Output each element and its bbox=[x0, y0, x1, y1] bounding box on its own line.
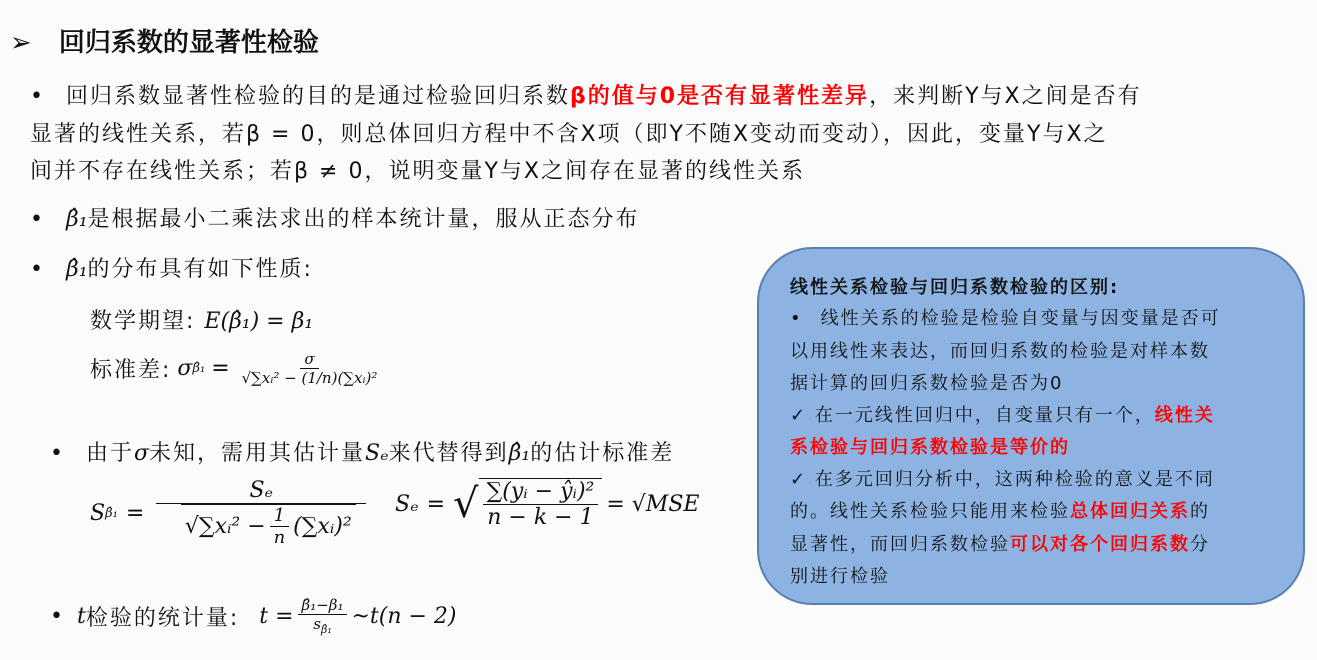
bullet-icon: • bbox=[50, 441, 65, 466]
callout-text: 以用线性来表达，而回归系数的检验是对样本数 bbox=[790, 341, 1210, 362]
paragraph-1-line-1: • 回归系数显著性检验的目的是通过检验回归系数β的值与0是否有显著性差异，来判断Y与X之间是否有 bbox=[30, 84, 1142, 109]
callout-text: 系检验与回归系数检验是等价的 bbox=[790, 437, 1070, 458]
arrow-marker-icon: ➢ bbox=[10, 28, 32, 58]
callout-text: 据计算的回归系数检验是否为0 bbox=[790, 373, 1064, 394]
slide-title: ➢ 回归系数的显著性检验 bbox=[10, 28, 319, 58]
bullet-icon: • bbox=[30, 207, 45, 232]
callout-heading: 线性关系检验与回归系数检验的区别: bbox=[790, 277, 1120, 298]
paragraph-5: • t 检验的统计量: t = $\frac{\text{β̂₁−β₁}}{s_{\betâ_1}}$ ~t(n − 2) bbox=[50, 596, 457, 636]
callout-check-1: ✓ 在一元线性回归中，自变量只有一个，线性关 bbox=[790, 405, 1215, 426]
paragraph-4: • 由于σ未知，需用其估计量Sₑ来代替得到β̂₁的估计标准差 bbox=[50, 441, 675, 466]
callout-text: 的。线性关系检验只能用来检验总体回归关系的 bbox=[790, 501, 1210, 522]
paragraph-1-line-2: 显著的线性关系，若β = 0，则总体回归方程中不含X项（即Y不随X变动而变动），因此，变量Y与X之 bbox=[30, 122, 1108, 147]
bullet-icon: • bbox=[30, 257, 45, 282]
paragraph-3: • β̂₁的分布具有如下性质: bbox=[30, 257, 313, 282]
se-formula: Sₑ = √ $\frac{\text{∑(yᵢ − ŷᵢ)²}}{n - k - 1}$ = √MSE bbox=[395, 479, 700, 530]
sb-formula: S β̂₁ = Sₑ √ ∑xᵢ² − $\frac{1}{n}$ (∑xᵢ)² bbox=[90, 478, 370, 548]
stddev-formula: 标准差: σ β̂₁ = $\frac{\sigma}{\text{√∑xᵢ² − (1/n)(∑xᵢ)²}}$ bbox=[90, 350, 378, 387]
check-icon: ✓ bbox=[790, 469, 808, 490]
bullet-icon: • bbox=[30, 84, 45, 109]
callout-bullet-1: • 线性关系的检验是检验自变量与因变量是否可 bbox=[790, 308, 1221, 329]
callout-text: 显著性，而回归系数检验可以对各个回归系数分 bbox=[790, 534, 1210, 555]
paragraph-2: • β̂₁是根据最小二乘法求出的样本统计量，服从正态分布 bbox=[30, 207, 640, 232]
bullet-icon: • bbox=[50, 603, 65, 629]
callout-text: 别进行检验 bbox=[790, 566, 890, 587]
callout-check-2: ✓ 在多元回归分析中，这两种检验的意义是不同 bbox=[790, 469, 1215, 490]
expectation-formula: 数学期望: E(β̂₁) = β₁ bbox=[90, 309, 314, 334]
check-icon: ✓ bbox=[790, 405, 808, 426]
paragraph-1-line-3: 间并不存在线性关系；若β ≠ 0，说明变量Y与X之间存在显著的线性关系 bbox=[30, 159, 805, 184]
